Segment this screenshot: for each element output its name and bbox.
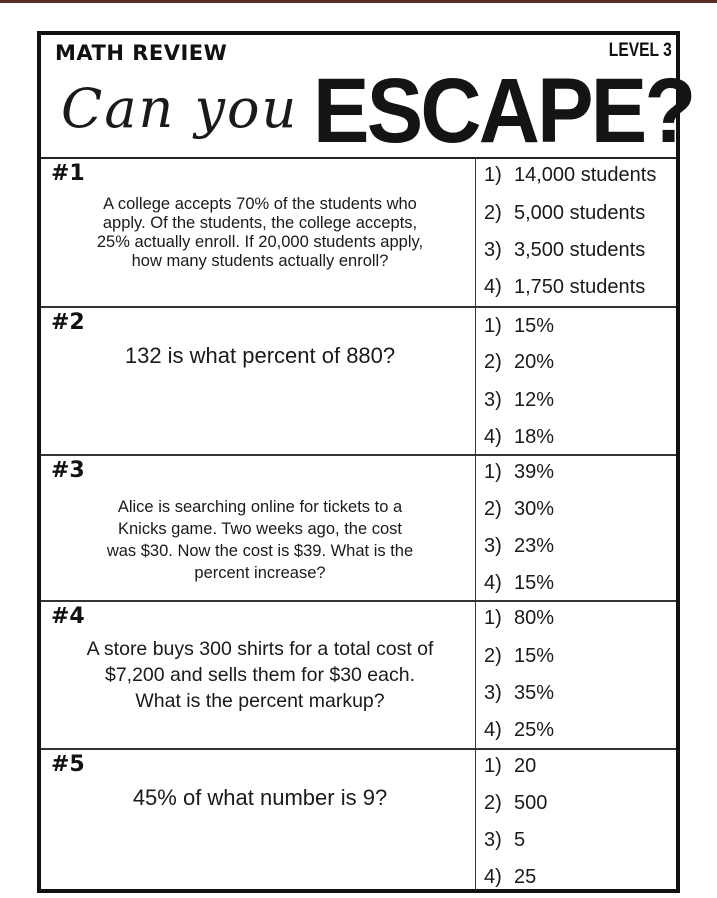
question-row-4 (41, 602, 676, 750)
question-number: #2 (51, 310, 85, 335)
escape-heading: ESCAPE? (313, 60, 694, 162)
choice-number: 1) (484, 755, 502, 777)
choice-number: 3) (484, 682, 502, 704)
question-line: A college accepts 70% of the students who (103, 195, 417, 213)
choice-number: 1) (484, 607, 502, 629)
choice-value: 15% (514, 315, 555, 337)
choice-number: 4) (484, 572, 502, 594)
answer-choice (484, 202, 645, 225)
question-row-5 (41, 750, 676, 889)
answer-choices (477, 602, 676, 748)
question-cell (41, 308, 476, 454)
question-line: 132 is what percent of 880? (124, 343, 396, 368)
question-line: A store buys 300 shirts for a total cost of (86, 638, 434, 660)
choice-number: 1) (484, 164, 502, 186)
choice-number: 3) (484, 535, 502, 557)
choice-value: 25% (514, 719, 555, 741)
answer-choice (484, 535, 554, 558)
script-heading: Can you (61, 77, 299, 140)
answer-choice (484, 498, 554, 521)
choice-value: 23% (514, 535, 555, 557)
question-text (49, 636, 471, 714)
answer-choices (477, 159, 676, 306)
choice-value: 1,750 students (514, 276, 646, 298)
question-row-2 (41, 308, 676, 456)
question-line: apply. Of the students, the college accepts, (102, 214, 418, 232)
top-border-strip (0, 0, 717, 3)
question-text (49, 784, 471, 812)
choice-number: 1) (484, 461, 502, 483)
question-row-1 (41, 159, 676, 308)
choice-value: 18% (514, 426, 555, 448)
question-number: #3 (51, 458, 85, 483)
answer-choice (484, 164, 656, 187)
worksheet-header (41, 35, 694, 162)
choice-value: 15% (514, 645, 555, 667)
answer-choices (477, 308, 676, 454)
choice-value: 500 (514, 792, 548, 814)
choice-value: 3,500 students (514, 239, 646, 261)
choice-number: 2) (484, 645, 502, 667)
answer-choice (484, 645, 554, 668)
answer-choice (484, 572, 554, 595)
choice-value: 14,000 students (514, 164, 657, 186)
choice-number: 2) (484, 202, 502, 224)
choice-value: 39% (514, 461, 555, 483)
question-line: percent increase? (194, 564, 326, 582)
worksheet (37, 31, 694, 893)
answer-choices (477, 456, 676, 600)
answer-choice (484, 755, 536, 778)
question-cell (41, 602, 476, 748)
question-text (49, 342, 471, 370)
question-row-3 (41, 456, 676, 602)
choice-number: 4) (484, 866, 502, 888)
question-number: #5 (51, 752, 85, 777)
subject-title: MATH REVIEW (55, 41, 228, 65)
choice-number: 4) (484, 426, 502, 448)
answer-choice (484, 389, 554, 412)
answer-choice (484, 461, 554, 484)
question-line: was $30. Now the cost is $39. What is the (106, 542, 414, 560)
choice-number: 2) (484, 498, 502, 520)
question-number: #1 (51, 161, 85, 186)
choice-value: 5,000 students (514, 202, 646, 224)
choice-number: 3) (484, 829, 502, 851)
choice-value: 12% (514, 389, 555, 411)
choice-number: 4) (484, 276, 502, 298)
question-cell (41, 159, 476, 306)
choice-number: 4) (484, 719, 502, 741)
answer-choices (477, 750, 676, 889)
question-text (49, 195, 471, 271)
question-number: #4 (51, 604, 85, 629)
choice-number: 3) (484, 239, 502, 261)
answer-choice (484, 682, 554, 705)
answer-choice (484, 829, 525, 852)
choice-number: 3) (484, 389, 502, 411)
question-cell (41, 750, 476, 889)
choice-value: 20 (514, 755, 537, 777)
answer-choice (484, 792, 547, 815)
answer-choice (484, 607, 554, 630)
answer-choice (484, 315, 554, 338)
choice-value: 35% (514, 682, 555, 704)
level-label: LEVEL 3 (609, 40, 672, 61)
choice-value: 20% (514, 351, 555, 373)
question-cell (41, 456, 476, 600)
choice-value: 25 (514, 866, 537, 888)
question-line: $7,200 and sells them for $30 each. (104, 664, 416, 686)
choice-value: 30% (514, 498, 555, 520)
question-line: Knicks game. Two weeks ago, the cost (117, 520, 402, 538)
answer-choice (484, 276, 645, 299)
answer-choice (484, 866, 536, 889)
question-text (49, 496, 471, 584)
answer-choice (484, 426, 554, 449)
question-line: how many students actually enroll? (131, 252, 389, 270)
choice-number: 2) (484, 351, 502, 373)
question-line: What is the percent markup? (135, 690, 385, 712)
answer-choice (484, 239, 645, 262)
answer-choice (484, 351, 554, 374)
choice-value: 15% (514, 572, 555, 594)
choice-value: 5 (514, 829, 526, 851)
question-line: Alice is searching online for tickets to a (117, 498, 403, 516)
question-line: 25% actually enroll. If 20,000 students apply, (96, 233, 424, 251)
answer-choice (484, 719, 554, 742)
question-line: 45% of what number is 9? (132, 785, 388, 810)
choice-number: 2) (484, 792, 502, 814)
choice-value: 80% (514, 607, 555, 629)
choice-number: 1) (484, 315, 502, 337)
